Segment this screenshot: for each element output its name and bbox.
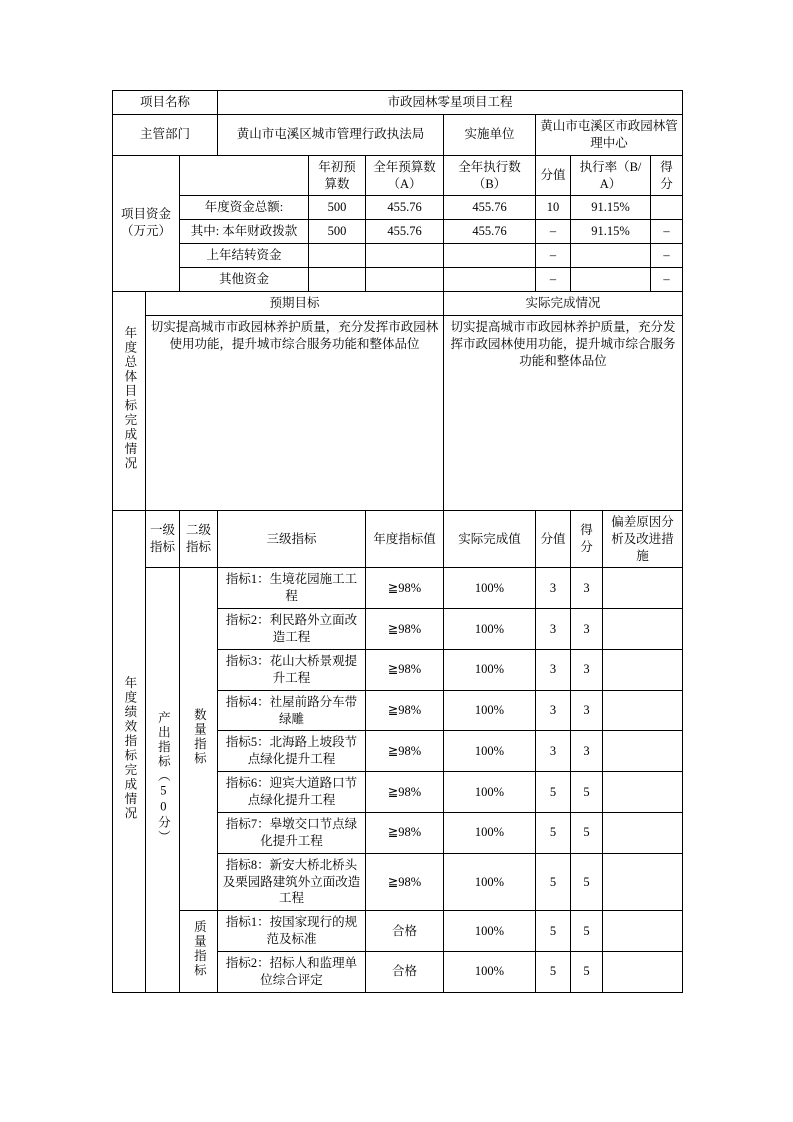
indicator-score-value: 5 bbox=[536, 911, 571, 952]
funds-row-score: – bbox=[651, 220, 683, 244]
funds-header-score-value: 分值 bbox=[536, 155, 571, 196]
indicator-actual: 100% bbox=[444, 568, 536, 609]
table-row-department bbox=[113, 114, 683, 155]
indicator-actual: 100% bbox=[444, 731, 536, 772]
indicator-score-value: 3 bbox=[536, 649, 571, 690]
indicator-deviation bbox=[603, 731, 683, 772]
indicator-score: 5 bbox=[571, 853, 603, 911]
unit-label: 实施单位 bbox=[444, 114, 536, 155]
indicator-actual: 100% bbox=[444, 952, 536, 993]
annual-goal-actual-header: 实际完成情况 bbox=[444, 291, 683, 315]
performance-evaluation-table bbox=[112, 90, 683, 993]
performance-header-score: 得分 bbox=[571, 510, 603, 568]
indicator-actual: 100% bbox=[444, 649, 536, 690]
funds-header-exec-rate: 执行率（B/A） bbox=[571, 155, 651, 196]
performance-level2-quality bbox=[180, 911, 218, 993]
funds-row-executed: 455.76 bbox=[444, 196, 536, 220]
funds-header-score: 得分 bbox=[651, 155, 683, 196]
indicator-deviation bbox=[603, 952, 683, 993]
indicator-target: ≧98% bbox=[366, 649, 444, 690]
indicator-score-value: 3 bbox=[536, 731, 571, 772]
table-row-project-name bbox=[113, 91, 683, 115]
performance-header-actual: 实际完成值 bbox=[444, 510, 536, 568]
indicator-level3: 指标1：生境花园施工工程 bbox=[218, 568, 366, 609]
performance-level1-label-text: 产出指标（50分） bbox=[156, 710, 171, 845]
performance-side-label-text: 年度绩效指标完成情况 bbox=[122, 676, 137, 822]
indicator-level3: 指标4：社屋前路分车带绿雕 bbox=[218, 690, 366, 731]
table-row-indicator bbox=[113, 911, 683, 952]
indicator-score-value: 5 bbox=[536, 952, 571, 993]
indicator-score: 3 bbox=[571, 609, 603, 650]
funds-header-begin: 年初预算数 bbox=[309, 155, 366, 196]
indicator-level3: 指标1：按国家现行的规范及标准 bbox=[218, 911, 366, 952]
indicator-score: 3 bbox=[571, 649, 603, 690]
funds-row-name: 年度资金总额: bbox=[180, 196, 309, 220]
indicator-deviation bbox=[603, 690, 683, 731]
funds-row-exec-rate bbox=[571, 244, 651, 268]
table-row-annual-goal-header bbox=[113, 291, 683, 315]
funds-row-executed bbox=[444, 244, 536, 268]
performance-header-level2: 二级指标 bbox=[180, 510, 218, 568]
performance-level2-quality-text: 质量指标 bbox=[192, 920, 207, 979]
indicator-deviation bbox=[603, 609, 683, 650]
dept-value: 黄山市屯溪区城市管理行政执法局 bbox=[218, 114, 444, 155]
funds-row-exec-rate bbox=[571, 268, 651, 292]
indicator-score: 5 bbox=[571, 812, 603, 853]
annual-goal-expected-header: 预期目标 bbox=[146, 291, 444, 315]
funds-header-annual: 全年预算数（A） bbox=[366, 155, 444, 196]
indicator-score: 5 bbox=[571, 911, 603, 952]
indicator-score-value: 5 bbox=[536, 772, 571, 813]
funds-row-label-text: 项目资金（万元） bbox=[120, 207, 171, 239]
funds-row-begin bbox=[309, 268, 366, 292]
indicator-level3: 指标7：皋墩交口节点绿化提升工程 bbox=[218, 812, 366, 853]
funds-row-exec-rate: 91.15% bbox=[571, 220, 651, 244]
funds-row-begin: 500 bbox=[309, 220, 366, 244]
funds-row-annual: 455.76 bbox=[366, 220, 444, 244]
annual-goal-side-label bbox=[113, 291, 146, 510]
indicator-level3: 指标2：利民路外立面改造工程 bbox=[218, 609, 366, 650]
table-row-funds-other bbox=[113, 268, 683, 292]
performance-header-target: 年度指标值 bbox=[366, 510, 444, 568]
performance-side-label bbox=[113, 510, 146, 992]
project-name-value: 市政园林零星项目工程 bbox=[218, 91, 683, 115]
indicator-target: ≧98% bbox=[366, 772, 444, 813]
table-row-funds-carryover bbox=[113, 244, 683, 268]
funds-row-executed: 455.76 bbox=[444, 220, 536, 244]
performance-level2-quantity bbox=[180, 568, 218, 911]
funds-row-exec-rate: 91.15% bbox=[571, 196, 651, 220]
funds-row-name: 上年结转资金 bbox=[180, 244, 309, 268]
indicator-actual: 100% bbox=[444, 911, 536, 952]
annual-goal-side-label-text: 年度总体目标完成情况 bbox=[122, 325, 137, 471]
funds-row-begin bbox=[309, 244, 366, 268]
table-row-funds-total bbox=[113, 196, 683, 220]
indicator-actual: 100% bbox=[444, 853, 536, 911]
unit-value: 黄山市屯溪区市政园林管理中心 bbox=[536, 114, 683, 155]
table-row-funds-fiscal bbox=[113, 220, 683, 244]
indicator-target: ≧98% bbox=[366, 731, 444, 772]
indicator-deviation bbox=[603, 812, 683, 853]
funds-row-label bbox=[113, 155, 180, 291]
performance-header-deviation: 偏差原因分析及改进措施 bbox=[603, 510, 683, 568]
funds-row-score: – bbox=[651, 268, 683, 292]
indicator-score-value: 3 bbox=[536, 690, 571, 731]
indicator-deviation bbox=[603, 853, 683, 911]
indicator-actual: 100% bbox=[444, 772, 536, 813]
performance-level2-quantity-text: 数量指标 bbox=[192, 707, 207, 766]
annual-goal-expected-text: 切实提高城市市政园林养护质量，充分发挥市政园林使用功能，提升城市综合服务功能和整体品位 bbox=[146, 315, 444, 510]
indicator-target: ≧98% bbox=[366, 568, 444, 609]
indicator-score: 3 bbox=[571, 568, 603, 609]
indicator-score-value: 3 bbox=[536, 609, 571, 650]
funds-row-score-value: – bbox=[536, 268, 571, 292]
funds-row-name: 其他资金 bbox=[180, 268, 309, 292]
performance-level1-label bbox=[146, 568, 180, 992]
indicator-actual: 100% bbox=[444, 690, 536, 731]
funds-row-score: – bbox=[651, 244, 683, 268]
funds-row-score bbox=[651, 196, 683, 220]
funds-row-score-value: 10 bbox=[536, 196, 571, 220]
funds-row-executed bbox=[444, 268, 536, 292]
indicator-score-value: 5 bbox=[536, 853, 571, 911]
indicator-target: ≧98% bbox=[366, 609, 444, 650]
indicator-level3: 指标3：花山大桥景观提升工程 bbox=[218, 649, 366, 690]
funds-row-annual: 455.76 bbox=[366, 196, 444, 220]
table-row-indicator bbox=[113, 568, 683, 609]
indicator-level3: 指标5：北海路上坡段节点绿化提升工程 bbox=[218, 731, 366, 772]
indicator-deviation bbox=[603, 568, 683, 609]
funds-row-begin: 500 bbox=[309, 196, 366, 220]
indicator-score: 5 bbox=[571, 772, 603, 813]
annual-goal-actual-text: 切实提高城市市政园林养护质量，充分发挥市政园林使用功能，提升城市综合服务功能和整体品位 bbox=[444, 315, 683, 510]
funds-row-annual bbox=[366, 268, 444, 292]
indicator-target: ≧98% bbox=[366, 690, 444, 731]
dept-label: 主管部门 bbox=[113, 114, 218, 155]
indicator-score: 3 bbox=[571, 690, 603, 731]
indicator-target: ≧98% bbox=[366, 853, 444, 911]
indicator-deviation bbox=[603, 911, 683, 952]
indicator-deviation bbox=[603, 649, 683, 690]
funds-row-score-value: – bbox=[536, 244, 571, 268]
indicator-target: 合格 bbox=[366, 952, 444, 993]
funds-row-name: 其中: 本年财政拨款 bbox=[180, 220, 309, 244]
indicator-actual: 100% bbox=[444, 609, 536, 650]
funds-row-score-value: – bbox=[536, 220, 571, 244]
indicator-target: 合格 bbox=[366, 911, 444, 952]
table-row-annual-goal-body bbox=[113, 315, 683, 510]
indicator-level3: 指标6：迎宾大道路口节点绿化提升工程 bbox=[218, 772, 366, 813]
funds-header-executed: 全年执行数（B） bbox=[444, 155, 536, 196]
performance-header-level3: 三级指标 bbox=[218, 510, 366, 568]
funds-blank-cell bbox=[180, 155, 309, 196]
table-row-performance-header bbox=[113, 510, 683, 568]
indicator-level3: 指标8：新安大桥北桥头及栗园路建筑外立面改造工程 bbox=[218, 853, 366, 911]
performance-header-score-value: 分值 bbox=[536, 510, 571, 568]
performance-header-level1: 一级指标 bbox=[146, 510, 180, 568]
indicator-score: 3 bbox=[571, 731, 603, 772]
table-row-funds-header bbox=[113, 155, 683, 196]
indicator-score-value: 3 bbox=[536, 568, 571, 609]
project-name-label: 项目名称 bbox=[113, 91, 218, 115]
indicator-deviation bbox=[603, 772, 683, 813]
indicator-score: 5 bbox=[571, 952, 603, 993]
indicator-actual: 100% bbox=[444, 812, 536, 853]
indicator-target: ≧98% bbox=[366, 812, 444, 853]
indicator-score-value: 5 bbox=[536, 812, 571, 853]
funds-row-annual bbox=[366, 244, 444, 268]
indicator-level3: 指标2：招标人和监理单位综合评定 bbox=[218, 952, 366, 993]
